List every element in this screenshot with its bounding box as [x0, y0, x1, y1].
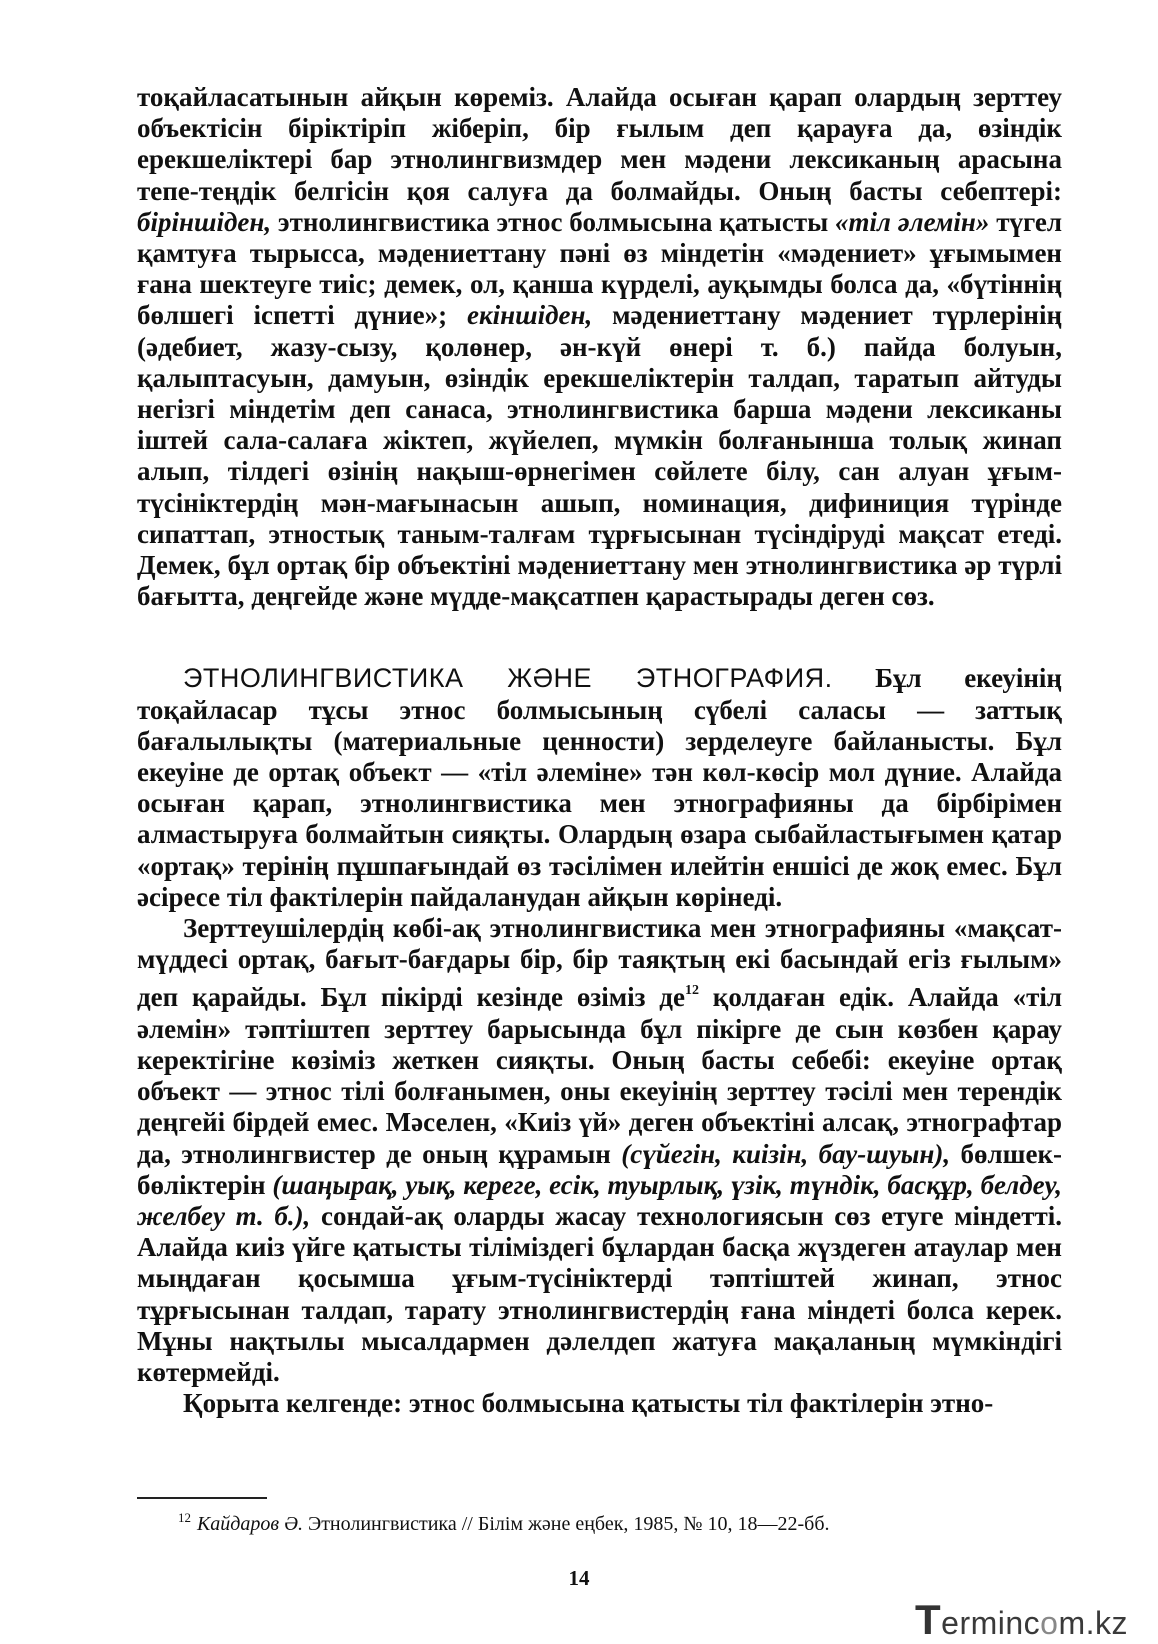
- paragraph-2: [137, 663, 1062, 913]
- watermark-text: m.kz: [1058, 1605, 1128, 1641]
- watermark-letter: T: [914, 1596, 942, 1643]
- text-run: этнолингвистика этнос болмысына қатысты: [277, 206, 829, 237]
- footnote-author: Кайдаров Ә.: [197, 1513, 303, 1535]
- footnote-mark: 12: [178, 1510, 191, 1525]
- document-body: [137, 82, 1062, 1419]
- italic-term: (шаңырақ, уық, кереге, есік, туырлық, үзік, түндік, басқұр, белдеу, желбеу т. б.),: [137, 1169, 1062, 1231]
- footnote-text: Этнолингвистика // Білім және еңбек, 1985, № 10, 18—22-бб.: [307, 1513, 830, 1535]
- text-run: сондай-ақ оларды жасау технологиясын сөз етуге міндетті. Алайда киіз үйге қатысты тіліміздегі бұлардан басқа жүздеген атаулар мен мыңдаған қосымша ұғым-түсініктерді тәптіштей жинап, этнос тұрғысынан талдап, тарату этнолингвистердің ғана міндеті болса керек. Мұны нақтылы мысалдармен дәлелдеп жатуға мақаланың мүмкіндігі көтермейді.: [137, 1200, 1062, 1387]
- paragraph-1: [137, 82, 1062, 612]
- paragraph-4: [137, 1388, 1062, 1419]
- section-gap: [137, 612, 1062, 663]
- text-run: Бұл екеуінің тоқайласар тұсы этнос болмысының сүбелі саласы — заттық бағалылықты (материальные ценности) зерделеуге байланысты. Бұл екеуіне де ортақ объект — «тіл әлеміне» тән көл-көсір мол дүние. Алайда осыған қарап, этнолингвистика мен этнографияны да бірбірімен алмастыруға болмайтын сияқты. Олардың өзара сыбайластығымен қатар «ортақ» терінің пұшпағындай өз тәсілімен илейтін еншісі де жоқ емес. Бұл әсіресе тіл фактілерін пайдаланудан айқын көрінеді.: [137, 663, 1062, 912]
- section-heading: ЭТНОЛИНГВИСТИКА ЖӘНЕ ЭТНОГРАФИЯ.: [183, 663, 833, 694]
- italic-term: (сүйегін, киізін, бау-шуын),: [621, 1138, 951, 1169]
- italic-term: «тіл әлемін»: [835, 206, 990, 237]
- italic-term: біріншіден,: [137, 206, 272, 237]
- page-number: 14: [568, 1566, 590, 1590]
- text-run: қолдаған едік. Алайда «тіл әлемін» тәптіштеп зерттеу барысында бұл пікірге де сын көзбен қарау керектігіне көзіміз жеткен сияқты. Оның басты себебі: екеуіне ортақ объект — этнос тілі болғанымен, оны екеуінің зерттеу тәсілі мен терендік деңгейі бірдей емес. Мәселен, «Киіз үй» деген объектіні алсақ, этнографтар да, этнолингвистер де оның құрамын: [137, 982, 1063, 1169]
- watermark-letter: o: [1040, 1605, 1059, 1641]
- text-run: тоқайласатынын айқын көреміз. Алайда осыған қарап олардың зерттеу объектісін біріктіріп жіберіп, бір ғылым деп қарауға да, өзіндік ерекшеліктері бар этнолингвизмдер мен мәдени лексиканың арасына тепе-теңдік белгісін қоя салуға да болмайды. Оның басты себептері:: [137, 82, 1062, 206]
- watermark-text: erminc: [941, 1605, 1041, 1641]
- italic-term: екіншіден,: [466, 300, 593, 331]
- footnote: [178, 1510, 1078, 1536]
- text-run: түгел қамтуға тырысса, мәдениеттану пәні өз міндетін «мәдениет» ұғымымен ғана шектеуге тиіс; демек, ол, қанша күрделі, ауқымды болса да, «бүтіннің бөлшегі іспетті дүние»;: [137, 206, 1063, 331]
- paragraph-3: [137, 913, 1062, 1388]
- text-run: бөлшек-бөліктерін: [137, 1138, 1063, 1200]
- text-run: мәдениеттану мәдениет түрлерінің (әдебиет, жазу-сызу, қолөнер, ән-күй өнері т. б.) пайда болуын, қалыптасуын, дамуын, өзіндік ерекшеліктерін талдап, таратып айтуды негізгі міндетім деп санаса, этнолингвистика барша мәдени лексиканы іштей сала-салаға жіктеп, жүйелеп, мүмкін болғанынша толық жинап алып, тілдегі өзінің нақыш-өрнегімен сөйлете білу, сан алуан ұғым-түсініктердің мән-мағынасын ашып, номинация, дифиниция түрінде сипаттап, этностық таным-талғам тұрғысынан түсіндіруді мақсат етеді. Демек, бұл ортақ бір объектіні мәдениеттану мен этнолингвистика әр түрлі бағытта, деңгейде және мүдде-мақсатпен қарастырады деген сөз.: [137, 300, 1062, 612]
- footnote-divider: [137, 1497, 267, 1499]
- text-run: Қорыта келгенде: этнос болмысына қатысты тіл фактілерін этно-: [183, 1388, 994, 1419]
- text-run: Зерттеушілердің көбі-ақ этнолингвистика мен этнографияны «мақсат-мүддесі ортақ, бағыт-бағдары бір, бір таяқтың екі басындай егіз ғылым» деп қарайды. Бұл пікірді кезінде өзіміз де: [137, 913, 1062, 1013]
- footnote-reference: 12: [684, 983, 699, 999]
